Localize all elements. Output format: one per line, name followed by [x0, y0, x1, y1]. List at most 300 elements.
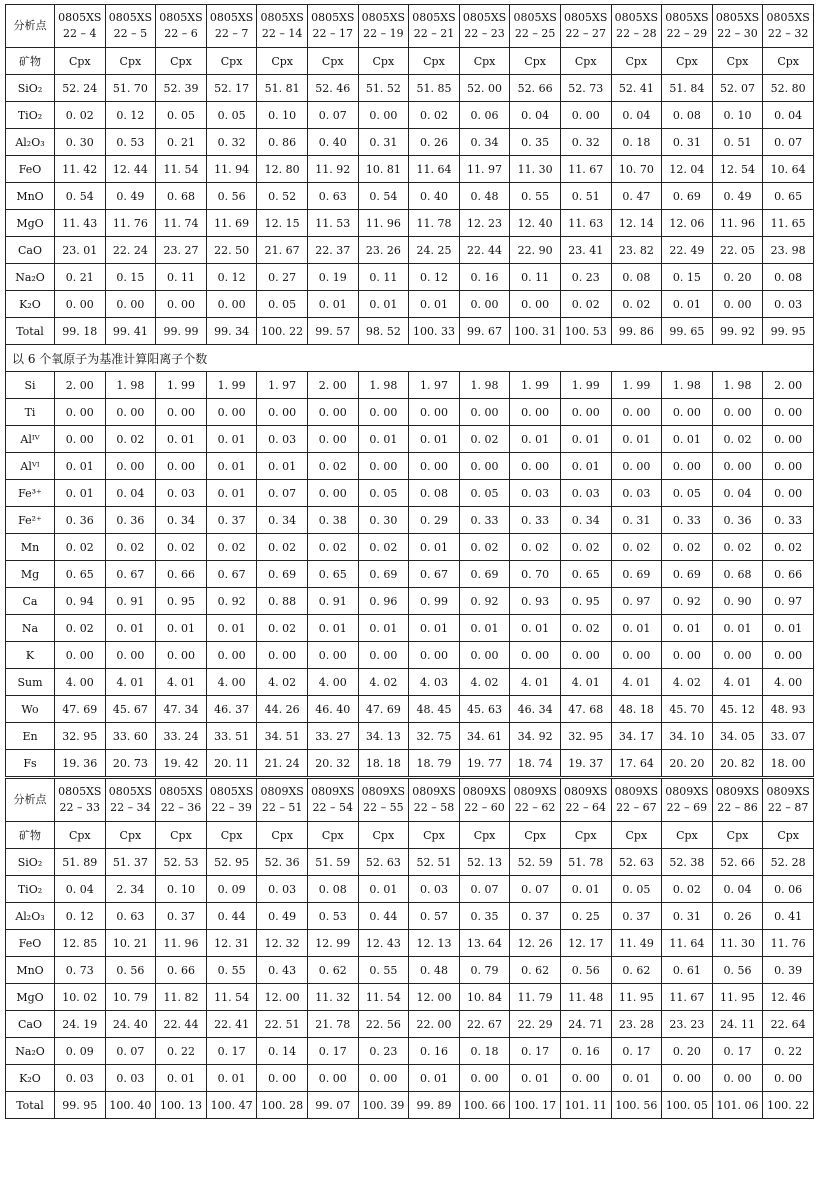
value-cell: 51. 81 — [257, 75, 308, 102]
value-cell: 11. 67 — [662, 984, 713, 1011]
value-cell: 23. 27 — [156, 237, 207, 264]
value-cell: 0. 00 — [763, 642, 814, 669]
value-cell: 0. 01 — [358, 426, 409, 453]
value-cell: Cpx — [257, 48, 308, 75]
value-cell: 0. 23 — [560, 264, 611, 291]
value-cell: 19. 37 — [560, 750, 611, 778]
value-cell: Cpx — [156, 822, 207, 849]
value-cell: 0. 09 — [206, 876, 257, 903]
value-cell: 44. 26 — [257, 696, 308, 723]
value-cell: 51. 59 — [307, 849, 358, 876]
value-cell: 12. 26 — [510, 930, 561, 957]
value-cell: 17. 64 — [611, 750, 662, 778]
point-number: 22 – 23 — [464, 27, 505, 40]
table-row — [6, 615, 814, 642]
value-cell: 0. 00 — [156, 642, 207, 669]
value-cell: 45. 70 — [662, 696, 713, 723]
value-cell: 0. 01 — [55, 453, 106, 480]
value-cell: 0. 37 — [510, 903, 561, 930]
value-cell: 0. 33 — [662, 507, 713, 534]
row-label: Al₂O₃ — [6, 129, 55, 156]
value-cell: 52. 17 — [206, 75, 257, 102]
value-cell: 51. 78 — [560, 849, 611, 876]
value-cell: 48. 18 — [611, 696, 662, 723]
value-cell: 0. 07 — [105, 1038, 156, 1065]
point-number: 22 – 29 — [666, 27, 708, 40]
value-cell: 22. 41 — [206, 1011, 257, 1038]
table-row — [6, 669, 814, 696]
value-cell: 10. 84 — [459, 984, 510, 1011]
analysis-point-id — [510, 5, 561, 48]
value-cell: 0. 11 — [358, 264, 409, 291]
row-label: K₂O — [6, 291, 55, 318]
value-cell: 51. 52 — [358, 75, 409, 102]
row-label: 矿物 — [6, 822, 55, 849]
value-cell: 0. 06 — [763, 876, 814, 903]
row-label: Ti — [6, 399, 55, 426]
value-cell: 34. 17 — [611, 723, 662, 750]
row-label: K₂O — [6, 1065, 55, 1092]
analysis-point-id — [105, 5, 156, 48]
value-cell: 0. 99 — [409, 588, 460, 615]
table-row — [6, 318, 814, 345]
point-number: 22 – 4 — [63, 27, 97, 40]
table-row — [6, 372, 814, 399]
value-cell: 12. 54 — [712, 156, 763, 183]
table-row — [6, 426, 814, 453]
value-cell: 0. 00 — [156, 453, 207, 480]
value-cell: 12. 17 — [560, 930, 611, 957]
value-cell: Cpx — [358, 48, 409, 75]
value-cell: 0. 65 — [307, 561, 358, 588]
value-cell: 100. 22 — [763, 1092, 814, 1119]
value-cell: 19. 42 — [156, 750, 207, 778]
value-cell: 100. 56 — [611, 1092, 662, 1119]
value-cell: 0. 33 — [763, 507, 814, 534]
point-number: 22 – 6 — [164, 27, 198, 40]
value-cell: 0. 07 — [763, 129, 814, 156]
sample-code: 0809XS — [462, 785, 507, 798]
value-cell: 0. 00 — [307, 399, 358, 426]
value-cell: 0. 07 — [510, 876, 561, 903]
value-cell: 0. 56 — [105, 957, 156, 984]
value-cell: 0. 20 — [662, 1038, 713, 1065]
value-cell: 0. 69 — [662, 561, 713, 588]
value-cell: 22. 67 — [459, 1011, 510, 1038]
value-cell: 0. 00 — [662, 453, 713, 480]
value-cell: 0. 03 — [105, 1065, 156, 1092]
point-number: 22 – 36 — [160, 801, 202, 814]
value-cell: 0. 01 — [611, 615, 662, 642]
sample-code: 0805XS — [564, 11, 608, 24]
value-cell: 11. 69 — [206, 210, 257, 237]
value-cell: 0. 01 — [358, 876, 409, 903]
value-cell: 33. 24 — [156, 723, 207, 750]
value-cell: 24. 11 — [712, 1011, 763, 1038]
point-number: 22 – 58 — [413, 801, 455, 814]
analysis-point-id — [307, 778, 358, 822]
analysis-point-id — [358, 5, 409, 48]
value-cell: 0. 62 — [510, 957, 561, 984]
value-cell: 0. 01 — [105, 615, 156, 642]
value-cell: 21. 67 — [257, 237, 308, 264]
row-label: Na — [6, 615, 55, 642]
value-cell: 100. 53 — [560, 318, 611, 345]
value-cell: 22. 29 — [510, 1011, 561, 1038]
value-cell: 0. 02 — [662, 534, 713, 561]
point-number: 22 – 21 — [413, 27, 455, 40]
value-cell: 100. 17 — [510, 1092, 561, 1119]
value-cell: Cpx — [409, 48, 460, 75]
analysis-point-id — [206, 5, 257, 48]
value-cell: 99. 67 — [459, 318, 510, 345]
value-cell: 0. 04 — [510, 102, 561, 129]
row-label: Si — [6, 372, 55, 399]
value-cell: 20. 20 — [662, 750, 713, 778]
value-cell: 11. 96 — [358, 210, 409, 237]
value-cell: 12. 44 — [105, 156, 156, 183]
row-label: Al₂O₃ — [6, 903, 55, 930]
value-cell: 99. 92 — [712, 318, 763, 345]
value-cell: 2. 00 — [307, 372, 358, 399]
analysis-point-id — [560, 778, 611, 822]
value-cell: 11. 54 — [206, 984, 257, 1011]
value-cell: 0. 02 — [409, 102, 460, 129]
value-cell: 0. 01 — [510, 615, 561, 642]
value-cell: 0. 53 — [307, 903, 358, 930]
value-cell: 99. 41 — [105, 318, 156, 345]
value-cell: 0. 00 — [763, 426, 814, 453]
table-row — [6, 264, 814, 291]
value-cell: 0. 55 — [510, 183, 561, 210]
analysis-point-id — [459, 778, 510, 822]
value-cell: 0. 00 — [560, 1065, 611, 1092]
value-cell: 12. 04 — [662, 156, 713, 183]
value-cell: 0. 66 — [156, 561, 207, 588]
value-cell: 45. 63 — [459, 696, 510, 723]
value-cell: 0. 69 — [459, 561, 510, 588]
value-cell: 11. 63 — [560, 210, 611, 237]
value-cell: Cpx — [105, 822, 156, 849]
value-cell: 46. 37 — [206, 696, 257, 723]
value-cell: 4. 02 — [257, 669, 308, 696]
point-number: 22 – 33 — [59, 801, 101, 814]
value-cell: Cpx — [55, 48, 106, 75]
value-cell: 0. 01 — [206, 480, 257, 507]
value-cell: 100. 22 — [257, 318, 308, 345]
value-cell: 11. 65 — [763, 210, 814, 237]
analysis-point-id — [763, 778, 814, 822]
value-cell: 0. 01 — [409, 615, 460, 642]
sample-code: 0809XS — [361, 785, 406, 798]
value-cell: 0. 00 — [105, 642, 156, 669]
table-row — [6, 183, 814, 210]
value-cell: 0. 08 — [307, 876, 358, 903]
value-cell: 11. 53 — [307, 210, 358, 237]
value-cell: 0. 04 — [55, 876, 106, 903]
row-label: MnO — [6, 957, 55, 984]
value-cell: 32. 75 — [409, 723, 460, 750]
value-cell: 13. 64 — [459, 930, 510, 957]
value-cell: 0. 00 — [156, 399, 207, 426]
value-cell: 0. 00 — [763, 453, 814, 480]
value-cell: 0. 01 — [662, 291, 713, 318]
value-cell: 0. 95 — [156, 588, 207, 615]
value-cell: 0. 02 — [611, 291, 662, 318]
value-cell: 23. 82 — [611, 237, 662, 264]
value-cell: 0. 02 — [459, 534, 510, 561]
value-cell: 0. 18 — [459, 1038, 510, 1065]
value-cell: 0. 01 — [409, 426, 460, 453]
value-cell: 0. 00 — [206, 291, 257, 318]
table-row — [6, 723, 814, 750]
value-cell: 12. 14 — [611, 210, 662, 237]
table-row — [6, 642, 814, 669]
value-cell: 0. 08 — [662, 102, 713, 129]
table-row — [6, 75, 814, 102]
value-cell: 33. 51 — [206, 723, 257, 750]
value-cell: 0. 00 — [206, 642, 257, 669]
value-cell: 0. 51 — [560, 183, 611, 210]
value-cell: 99. 86 — [611, 318, 662, 345]
table-row — [6, 1092, 814, 1119]
value-cell: 0. 07 — [307, 102, 358, 129]
value-cell: 0. 00 — [560, 102, 611, 129]
value-cell: Cpx — [206, 48, 257, 75]
value-cell: 24. 25 — [409, 237, 460, 264]
cation-section-heading-row — [6, 345, 814, 372]
value-cell: Cpx — [662, 48, 713, 75]
value-cell: 0. 08 — [409, 480, 460, 507]
value-cell: 11. 97 — [459, 156, 510, 183]
value-cell: 0. 36 — [105, 507, 156, 534]
value-cell: 0. 52 — [257, 183, 308, 210]
point-number: 22 – 64 — [565, 801, 606, 814]
value-cell: 0. 29 — [409, 507, 460, 534]
value-cell: 47. 69 — [55, 696, 106, 723]
value-cell: 0. 17 — [611, 1038, 662, 1065]
value-cell: 0. 01 — [206, 426, 257, 453]
sample-code: 0809XS — [614, 785, 659, 798]
value-cell: 0. 01 — [307, 291, 358, 318]
value-cell: 0. 02 — [55, 534, 106, 561]
value-cell: 22. 64 — [763, 1011, 814, 1038]
value-cell: 4. 00 — [55, 669, 106, 696]
value-cell: 11. 76 — [763, 930, 814, 957]
value-cell: 99. 07 — [307, 1092, 358, 1119]
value-cell: 52. 63 — [358, 849, 409, 876]
table-row — [6, 849, 814, 876]
row-label: MgO — [6, 984, 55, 1011]
sample-code: 0809XS — [665, 785, 709, 798]
value-cell: 1. 98 — [105, 372, 156, 399]
value-cell: 1. 98 — [459, 372, 510, 399]
value-cell: 0. 37 — [156, 903, 207, 930]
value-cell: 0. 00 — [307, 1065, 358, 1092]
value-cell: 11. 48 — [560, 984, 611, 1011]
analysis-point-id — [763, 5, 814, 48]
value-cell: 0. 05 — [156, 102, 207, 129]
value-cell: 0. 92 — [459, 588, 510, 615]
value-cell: 0. 01 — [409, 291, 460, 318]
value-cell: 0. 00 — [409, 642, 460, 669]
value-cell: 0. 92 — [662, 588, 713, 615]
value-cell: 22. 24 — [105, 237, 156, 264]
point-number: 22 – 27 — [565, 27, 606, 40]
value-cell: Cpx — [510, 48, 561, 75]
value-cell: 0. 00 — [55, 426, 106, 453]
value-cell: Cpx — [662, 822, 713, 849]
value-cell: 24. 19 — [55, 1011, 106, 1038]
value-cell: 98. 52 — [358, 318, 409, 345]
point-number: 22 – 28 — [616, 27, 657, 40]
value-cell: 0. 38 — [307, 507, 358, 534]
value-cell: 18. 00 — [763, 750, 814, 778]
table-row — [6, 561, 814, 588]
value-cell: Cpx — [55, 822, 106, 849]
value-cell: 0. 00 — [257, 1065, 308, 1092]
value-cell: 0. 10 — [712, 102, 763, 129]
value-cell: 10. 64 — [763, 156, 814, 183]
value-cell: 12. 46 — [763, 984, 814, 1011]
value-cell: 34. 92 — [510, 723, 561, 750]
value-cell: 52. 53 — [156, 849, 207, 876]
value-cell: 0. 63 — [105, 903, 156, 930]
value-cell: 0. 00 — [307, 426, 358, 453]
value-cell: 0. 02 — [55, 102, 106, 129]
value-cell: 1. 99 — [611, 372, 662, 399]
value-cell: 11. 95 — [611, 984, 662, 1011]
value-cell: 1. 98 — [662, 372, 713, 399]
value-cell: 0. 05 — [358, 480, 409, 507]
value-cell: 34. 05 — [712, 723, 763, 750]
value-cell: 0. 53 — [105, 129, 156, 156]
value-cell: 0. 34 — [560, 507, 611, 534]
analysis-point-id — [560, 5, 611, 48]
mineral-analysis-table-container — [5, 4, 814, 1119]
value-cell: Cpx — [307, 822, 358, 849]
value-cell: 52. 07 — [712, 75, 763, 102]
row-label: Total — [6, 318, 55, 345]
point-number: 22 – 87 — [767, 801, 809, 814]
value-cell: 0. 03 — [257, 876, 308, 903]
value-cell: 0. 02 — [206, 534, 257, 561]
value-cell: 33. 27 — [307, 723, 358, 750]
value-cell: 0. 96 — [358, 588, 409, 615]
value-cell: 0. 44 — [358, 903, 409, 930]
value-cell: 0. 02 — [560, 615, 611, 642]
row-label: FeO — [6, 930, 55, 957]
value-cell: 0. 02 — [307, 453, 358, 480]
value-cell: 12. 85 — [55, 930, 106, 957]
value-cell: 0. 35 — [459, 903, 510, 930]
value-cell: 0. 05 — [611, 876, 662, 903]
value-cell: 0. 01 — [662, 426, 713, 453]
value-cell: 0. 12 — [55, 903, 106, 930]
point-number: 22 – 86 — [717, 801, 758, 814]
value-cell: 12. 06 — [662, 210, 713, 237]
table-row — [6, 1038, 814, 1065]
value-cell: 0. 65 — [560, 561, 611, 588]
value-cell: 0. 97 — [611, 588, 662, 615]
sample-code: 0809XS — [311, 785, 355, 798]
value-cell: 0. 00 — [358, 399, 409, 426]
sample-code: 0805XS — [311, 11, 355, 24]
value-cell: 0. 36 — [55, 507, 106, 534]
value-cell: 24. 71 — [560, 1011, 611, 1038]
value-cell: 52. 39 — [156, 75, 207, 102]
value-cell: 99. 99 — [156, 318, 207, 345]
value-cell: 52. 51 — [409, 849, 460, 876]
value-cell: 0. 34 — [459, 129, 510, 156]
value-cell: 0. 17 — [510, 1038, 561, 1065]
value-cell: 4. 01 — [105, 669, 156, 696]
table-row — [6, 696, 814, 723]
value-cell: 18. 79 — [409, 750, 460, 778]
value-cell: 0. 19 — [307, 264, 358, 291]
sample-code: 0805XS — [159, 785, 203, 798]
value-cell: Cpx — [307, 48, 358, 75]
value-cell: 0. 94 — [55, 588, 106, 615]
value-cell: 0. 44 — [206, 903, 257, 930]
row-label: Alᴵⱽ — [6, 426, 55, 453]
value-cell: 99. 34 — [206, 318, 257, 345]
value-cell: 0. 08 — [763, 264, 814, 291]
value-cell: 11. 54 — [358, 984, 409, 1011]
value-cell: 45. 67 — [105, 696, 156, 723]
value-cell: 12. 23 — [459, 210, 510, 237]
value-cell: 0. 04 — [763, 102, 814, 129]
value-cell: 22. 00 — [409, 1011, 460, 1038]
value-cell: 52. 66 — [510, 75, 561, 102]
value-cell: 0. 37 — [206, 507, 257, 534]
value-cell: 4. 03 — [409, 669, 460, 696]
analysis-point-id — [712, 778, 763, 822]
value-cell: 46. 34 — [510, 696, 561, 723]
table-row — [6, 453, 814, 480]
value-cell: 0. 91 — [307, 588, 358, 615]
value-cell: 51. 37 — [105, 849, 156, 876]
value-cell: 22. 51 — [257, 1011, 308, 1038]
row-label: SiO₂ — [6, 849, 55, 876]
analysis-point-id — [611, 778, 662, 822]
point-number: 22 – 19 — [363, 27, 404, 40]
value-cell: 0. 10 — [257, 102, 308, 129]
value-cell: 0. 11 — [156, 264, 207, 291]
table-row — [6, 102, 814, 129]
value-cell: 22. 90 — [510, 237, 561, 264]
value-cell: 22. 56 — [358, 1011, 409, 1038]
value-cell: 101. 11 — [560, 1092, 611, 1119]
value-cell: 0. 32 — [560, 129, 611, 156]
value-cell: 12. 32 — [257, 930, 308, 957]
value-cell: 0. 01 — [257, 453, 308, 480]
value-cell: Cpx — [712, 48, 763, 75]
analysis-point-id — [257, 778, 308, 822]
value-cell: 0. 69 — [662, 183, 713, 210]
value-cell: 0. 63 — [307, 183, 358, 210]
row-label: Sum — [6, 669, 55, 696]
value-cell: 52. 73 — [560, 75, 611, 102]
point-number: 22 – 51 — [261, 801, 303, 814]
sample-code: 0805XS — [412, 11, 456, 24]
value-cell: 0. 30 — [55, 129, 106, 156]
value-cell: 0. 56 — [560, 957, 611, 984]
value-cell: 0. 05 — [206, 102, 257, 129]
value-cell: 0. 66 — [763, 561, 814, 588]
value-cell: 18. 18 — [358, 750, 409, 778]
value-cell: 0. 16 — [560, 1038, 611, 1065]
